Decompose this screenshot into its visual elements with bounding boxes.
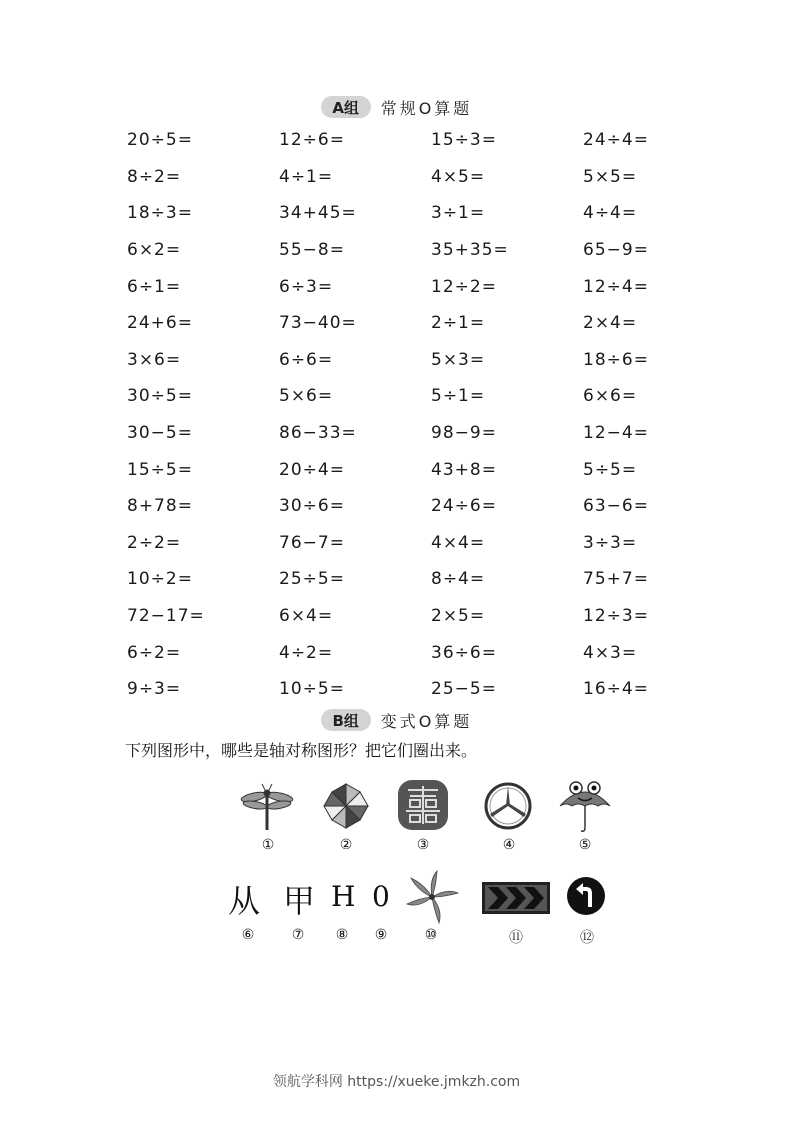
problem-cell: 12÷4= <box>583 276 649 297</box>
problem-cell: 24÷6= <box>431 496 497 517</box>
double-happiness-icon <box>396 778 450 832</box>
problem-cell: 3×6= <box>127 349 182 370</box>
problem-cell: 18÷3= <box>127 203 193 224</box>
problem-cell: 3÷3= <box>583 532 638 553</box>
figure-label-3: ③ <box>416 837 430 853</box>
problem-cell: 75+7= <box>583 569 649 590</box>
problem-cell: 24÷4= <box>583 130 649 151</box>
section-a-header <box>0 94 793 120</box>
problem-cell: 30÷5= <box>127 386 193 407</box>
problem-cell: 5×5= <box>583 166 638 187</box>
figure-label-1: ① <box>261 837 275 853</box>
footer-watermark: 领航学科网 https://xueke.jmkzh.com <box>272 1074 521 1090</box>
problem-cell: 8+78= <box>127 496 193 517</box>
problem-cell: 25÷5= <box>279 569 345 590</box>
problem-cell: 72−17= <box>127 606 205 627</box>
problem-cell: 15÷5= <box>127 459 193 480</box>
problem-cell: 55−8= <box>279 240 345 261</box>
pinwheel-icon <box>320 780 372 832</box>
problem-cell: 20÷4= <box>279 459 345 480</box>
problem-cell: 76−7= <box>279 532 345 553</box>
problem-cell: 5×6= <box>279 386 334 407</box>
problem-cell: 2÷2= <box>127 532 182 553</box>
problem-cell: 36÷6= <box>431 642 497 663</box>
problem-cell: 6÷6= <box>279 349 334 370</box>
char-zero: 0 <box>372 880 390 913</box>
swirl-star-icon <box>403 868 461 926</box>
turn-left-sign-icon <box>566 876 606 916</box>
chevron-arrows-sign-icon <box>482 882 550 914</box>
figure-label-10: ⑩ <box>424 927 438 943</box>
problem-cell: 24+6= <box>127 313 193 334</box>
problem-cell: 4÷4= <box>583 203 638 224</box>
problem-cell: 12÷6= <box>279 130 345 151</box>
section-a-title: 常规O算题 <box>380 98 473 118</box>
figure-label-5: ⑤ <box>578 837 592 853</box>
problem-cell: 63−6= <box>583 496 649 517</box>
problem-cell: 30÷6= <box>279 496 345 517</box>
figure-label-2: ② <box>339 837 353 853</box>
problem-cell: 10÷2= <box>127 569 193 590</box>
section-b-header <box>0 707 793 733</box>
problem-cell: 34+45= <box>279 203 357 224</box>
problem-cell: 6×4= <box>279 606 334 627</box>
figure-label-8: ⑧ <box>335 927 349 943</box>
problem-cell: 16÷4= <box>583 679 649 700</box>
problem-cell: 6÷3= <box>279 276 334 297</box>
problem-cell: 12÷3= <box>583 606 649 627</box>
figure-label-6: ⑥ <box>241 927 255 943</box>
problem-cell: 6÷2= <box>127 642 182 663</box>
figure-label-11: ⑪ <box>509 930 523 946</box>
char-jia: 甲 <box>283 882 316 920</box>
section-b-title: 变式O算题 <box>380 711 473 731</box>
figure-label-9: ⑨ <box>374 927 388 943</box>
problem-cell: 6×6= <box>583 386 638 407</box>
problem-cell: 18÷6= <box>583 349 649 370</box>
problem-cell: 8÷4= <box>431 569 486 590</box>
problem-cell: 65−9= <box>583 240 649 261</box>
problem-cell: 12÷2= <box>431 276 497 297</box>
frog-umbrella-icon <box>556 776 614 834</box>
problem-cell: 4×5= <box>431 166 486 187</box>
dragonfly-icon <box>240 780 294 832</box>
section-a-badge: A组 <box>321 96 371 118</box>
problem-cell: 6÷1= <box>127 276 182 297</box>
problem-cell: 6×2= <box>127 240 182 261</box>
problem-cell: 10÷5= <box>279 679 345 700</box>
figure-label-7: ⑦ <box>291 927 305 943</box>
problem-cell: 2×4= <box>583 313 638 334</box>
problem-cell: 4÷1= <box>279 166 334 187</box>
figure-label-4: ④ <box>502 837 516 853</box>
char-cong: 从 <box>228 882 261 920</box>
problem-cell: 5÷1= <box>431 386 486 407</box>
problem-cell: 3÷1= <box>431 203 486 224</box>
problem-cell: 2÷1= <box>431 313 486 334</box>
problem-cell: 5×3= <box>431 349 486 370</box>
figure-label-12: ⑫ <box>580 930 594 946</box>
problem-cell: 20÷5= <box>127 130 193 151</box>
problem-cell: 35+35= <box>431 240 509 261</box>
char-h: H <box>331 880 356 913</box>
problem-cell: 12−4= <box>583 423 649 444</box>
problem-cell: 8÷2= <box>127 166 182 187</box>
problem-cell: 4×4= <box>431 532 486 553</box>
problem-cell: 9÷3= <box>127 679 182 700</box>
problem-cell: 30−5= <box>127 423 193 444</box>
problem-cell: 2×5= <box>431 606 486 627</box>
problem-cell: 25−5= <box>431 679 497 700</box>
problem-cell: 4×3= <box>583 642 638 663</box>
arithmetic-problems-grid <box>127 122 687 708</box>
problem-cell: 15÷3= <box>431 130 497 151</box>
problem-cell: 86−33= <box>279 423 357 444</box>
problem-cell: 73−40= <box>279 313 357 334</box>
instruction-text: 下列图形中，哪些是轴对称图形？把它们圈出来。 <box>125 741 478 760</box>
problem-cell: 4÷2= <box>279 642 334 663</box>
problem-cell: 5÷5= <box>583 459 638 480</box>
problem-cell: 98−9= <box>431 423 497 444</box>
mercedes-logo-icon <box>482 780 534 832</box>
section-b-badge: B组 <box>321 709 371 731</box>
problem-cell: 43+8= <box>431 459 497 480</box>
